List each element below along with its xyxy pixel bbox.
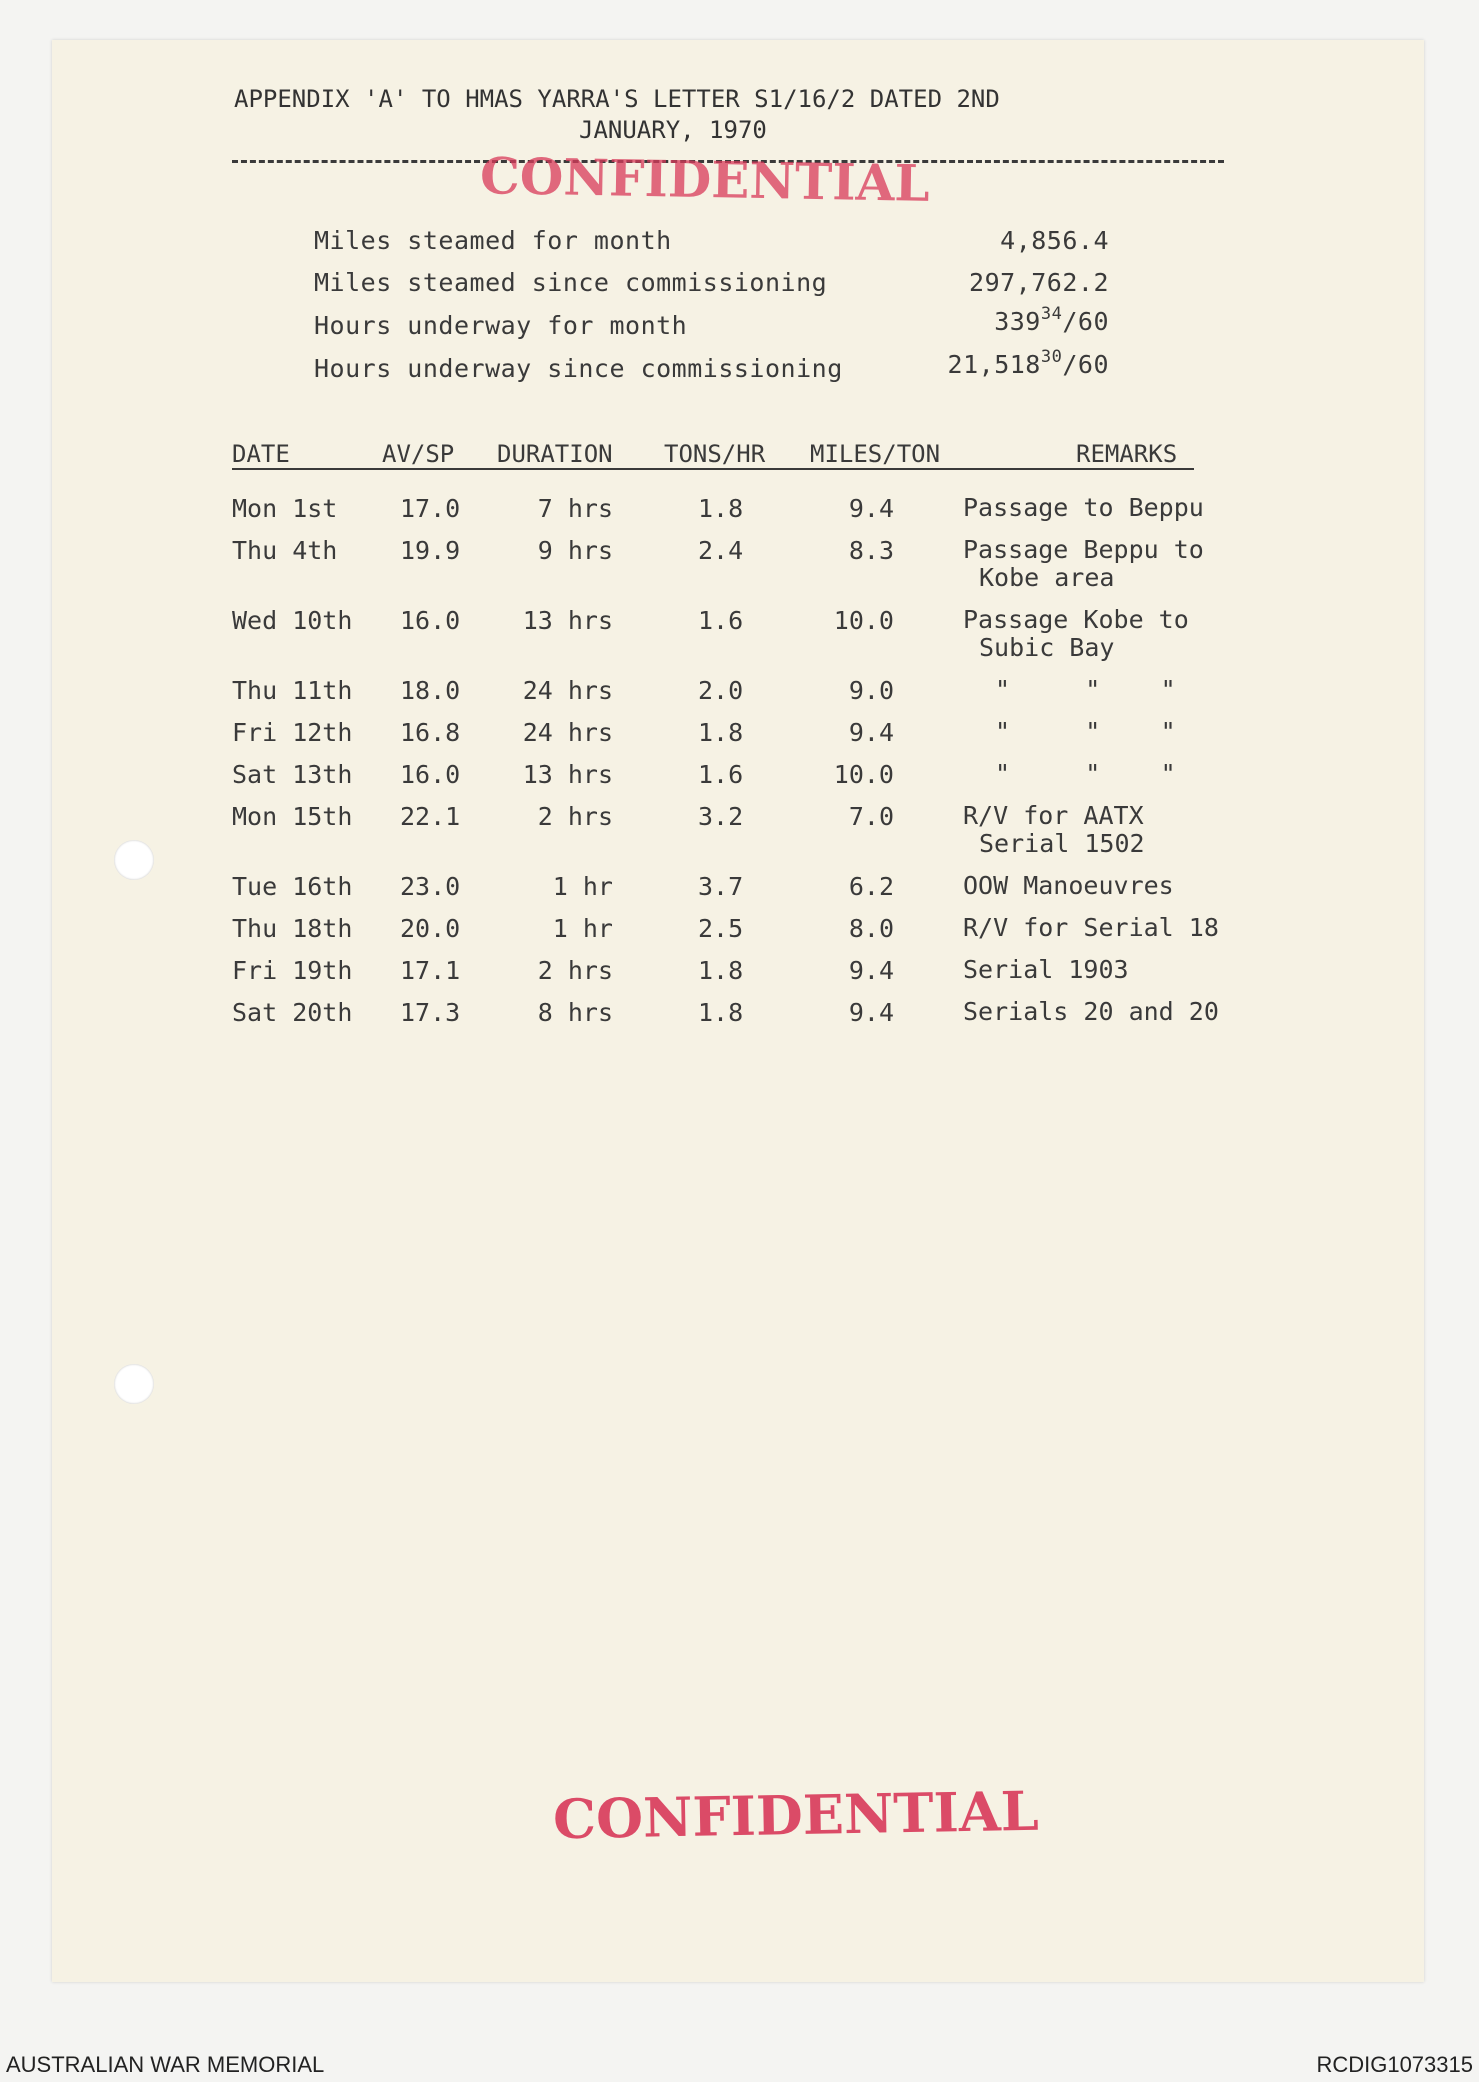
table-row <box>0 676 1479 716</box>
remarks-line-2: Subic Bay <box>979 633 1115 662</box>
confidential-stamp-top: CONFIDENTIAL <box>479 146 931 213</box>
cell-avsp: 17.3 <box>400 998 461 1027</box>
cell-miles-ton: 10.0 <box>833 760 894 789</box>
cell-tons-hr: 2.4 <box>698 536 744 565</box>
cell-remarks <box>963 606 1189 662</box>
cell-tons-hr: 3.7 <box>698 872 744 901</box>
cell-miles-ton: 9.4 <box>848 998 894 1027</box>
cell-date: Mon 1st <box>232 494 338 523</box>
cell-duration: 24 hrs <box>522 718 613 747</box>
cell-avsp: 17.0 <box>400 494 461 523</box>
summary-label: Hours underway since commissioning <box>314 354 843 383</box>
table-row <box>0 998 1479 1038</box>
cell-tons-hr: 1.8 <box>698 718 744 747</box>
cell-remarks: " " " <box>995 675 1176 704</box>
cell-date: Thu 18th <box>232 914 353 943</box>
column-header-date: DATE <box>232 440 290 468</box>
cell-date: Sat 20th <box>232 998 353 1027</box>
cell-remarks <box>963 802 1145 858</box>
cell-tons-hr: 3.2 <box>698 802 744 831</box>
cell-duration: 7 hrs <box>537 494 613 523</box>
archive-credit: AUSTRALIAN WAR MEMORIAL <box>6 2052 325 2077</box>
column-header-avsp: AV/SP <box>382 440 455 468</box>
cell-duration: 13 hrs <box>522 760 613 789</box>
header-line-2: JANUARY, 1970 <box>579 116 767 144</box>
document-header <box>234 84 1134 146</box>
punch-hole-bottom <box>114 1364 154 1404</box>
cell-remarks: " " " <box>995 717 1176 746</box>
cell-duration: 2 hrs <box>537 802 613 831</box>
cell-date: Sat 13th <box>232 760 353 789</box>
remarks-line-1: R/V for AATX <box>963 801 1144 830</box>
cell-duration: 8 hrs <box>537 998 613 1027</box>
cell-date: Fri 19th <box>232 956 353 985</box>
cell-date: Thu 4th <box>232 536 338 565</box>
remarks-line-2: Serial 1502 <box>979 829 1145 858</box>
value-tail: /60 <box>1062 307 1109 336</box>
cell-remarks: OOW Manoeuvres <box>963 871 1174 900</box>
cell-tons-hr: 2.0 <box>698 676 744 705</box>
table-row <box>0 605 1479 662</box>
remarks-line-1: Passage Beppu to <box>963 535 1204 564</box>
cell-date: Thu 11th <box>232 676 353 705</box>
table-row <box>0 872 1479 912</box>
cell-miles-ton: 8.3 <box>848 536 894 565</box>
cell-duration: 1 hr <box>552 872 613 901</box>
table-row <box>0 494 1479 534</box>
value-main: 339 <box>994 307 1041 336</box>
cell-miles-ton: 6.2 <box>848 872 894 901</box>
remarks-line-2: Kobe area <box>979 563 1115 592</box>
cell-avsp: 16.0 <box>400 606 461 635</box>
cell-tons-hr: 1.8 <box>698 956 744 985</box>
table-row <box>0 760 1479 800</box>
confidential-stamp-bottom: CONFIDENTIAL <box>552 1778 1040 1852</box>
table-row <box>0 914 1479 954</box>
summary-label: Hours underway for month <box>314 311 688 340</box>
cell-miles-ton: 7.0 <box>848 802 894 831</box>
cell-duration: 1 hr <box>552 914 613 943</box>
cell-miles-ton: 8.0 <box>848 914 894 943</box>
value-sup: 34 <box>1040 304 1063 324</box>
column-header-duration: DURATION <box>497 440 613 468</box>
column-header-remarks: REMARKS <box>1076 440 1178 468</box>
table-row <box>0 535 1479 592</box>
cell-date: Mon 15th <box>232 802 353 831</box>
value-sup: 30 <box>1040 347 1063 367</box>
table-header-rule <box>232 468 1194 470</box>
table-row <box>0 801 1479 858</box>
summary-value: 4,856.4 <box>1000 226 1109 255</box>
cell-date: Fri 12th <box>232 718 353 747</box>
table-row <box>0 956 1479 996</box>
header-line-1: APPENDIX 'A' TO HMAS YARRA'S LETTER S1/16/2 DATED 2ND <box>234 85 1000 113</box>
cell-duration: 24 hrs <box>522 676 613 705</box>
cell-date: Wed 10th <box>232 606 353 635</box>
summary-value: 297,762.2 <box>969 268 1109 297</box>
summary-value <box>948 347 1109 379</box>
cell-avsp: 20.0 <box>400 914 461 943</box>
cell-duration: 2 hrs <box>537 956 613 985</box>
cell-tons-hr: 1.6 <box>698 606 744 635</box>
cell-avsp: 23.0 <box>400 872 461 901</box>
cell-tons-hr: 1.6 <box>698 760 744 789</box>
cell-tons-hr: 1.8 <box>698 998 744 1027</box>
cell-avsp: 18.0 <box>400 676 461 705</box>
cell-remarks: Serial 1903 <box>963 955 1129 984</box>
cell-duration: 9 hrs <box>537 536 613 565</box>
cell-avsp: 16.8 <box>400 718 461 747</box>
column-header-miles-ton: MILES/TON <box>810 440 941 468</box>
cell-avsp: 17.1 <box>400 956 461 985</box>
cell-remarks <box>963 536 1204 592</box>
column-header-tons-hr: TONS/HR <box>664 440 766 468</box>
summary-label: Miles steamed for month <box>314 226 672 255</box>
cell-miles-ton: 9.4 <box>848 956 894 985</box>
cell-miles-ton: 10.0 <box>833 606 894 635</box>
cell-remarks: Serials 20 and 20 <box>963 997 1219 1026</box>
cell-avsp: 22.1 <box>400 802 461 831</box>
cell-miles-ton: 9.0 <box>848 676 894 705</box>
cell-avsp: 16.0 <box>400 760 461 789</box>
cell-tons-hr: 1.8 <box>698 494 744 523</box>
cell-remarks: Passage to Beppu <box>963 493 1204 522</box>
remarks-line-1: Passage Kobe to <box>963 605 1189 634</box>
cell-miles-ton: 9.4 <box>848 718 894 747</box>
cell-miles-ton: 9.4 <box>848 494 894 523</box>
cell-remarks: " " " <box>995 759 1176 788</box>
archive-id: RCDIG1073315 <box>1316 2052 1473 2077</box>
cell-tons-hr: 2.5 <box>698 914 744 943</box>
cell-duration: 13 hrs <box>522 606 613 635</box>
value-main: 21,518 <box>947 350 1041 379</box>
cell-remarks: R/V for Serial 18 <box>963 913 1219 942</box>
cell-avsp: 19.9 <box>400 536 461 565</box>
cell-date: Tue 16th <box>232 872 353 901</box>
summary-value <box>994 304 1109 336</box>
table-row <box>0 718 1479 758</box>
value-tail: /60 <box>1062 350 1109 379</box>
summary-label: Miles steamed since commissioning <box>314 268 828 297</box>
